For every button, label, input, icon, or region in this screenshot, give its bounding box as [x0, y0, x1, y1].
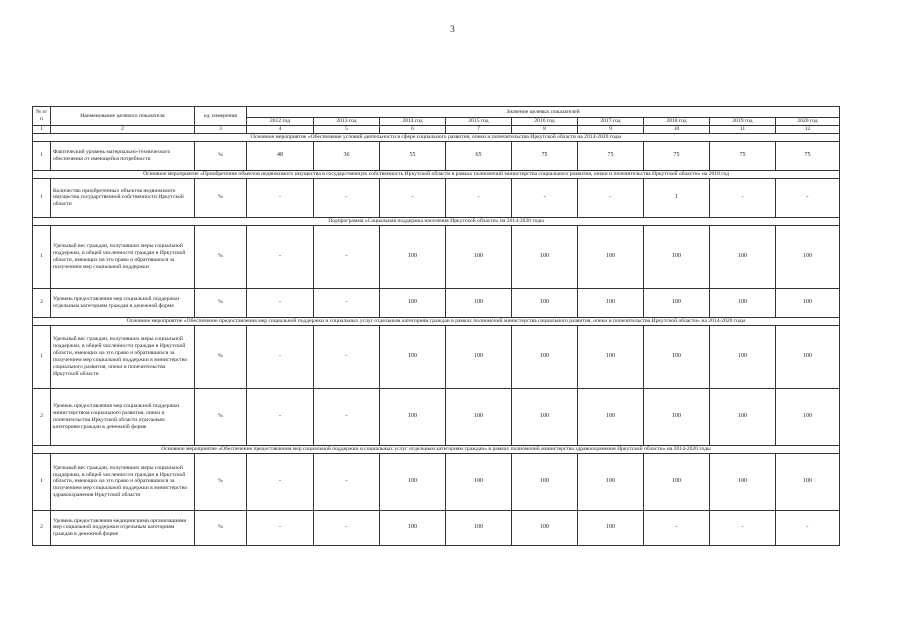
row-unit: % [195, 388, 247, 445]
col-number: 11 [710, 126, 776, 134]
row-value: 100 [446, 510, 512, 545]
row-value: - [314, 288, 380, 317]
header-year: 2013 год [314, 118, 380, 126]
row-value: 100 [446, 225, 512, 288]
row-value: 100 [512, 288, 578, 317]
row-value: 100 [512, 453, 578, 510]
row-value: 100 [380, 388, 446, 445]
row-unit: % [195, 178, 247, 217]
col-number: 2 [51, 126, 195, 134]
row-value: - [776, 178, 840, 217]
row-value: 100 [776, 453, 840, 510]
section-title: Подпрограмма «Социальная поддержка населения Иркутской области» на 2014-2020 годы [33, 217, 840, 225]
row-value: 100 [446, 288, 512, 317]
header-year: 2014 год [380, 118, 446, 126]
row-value: 100 [578, 225, 644, 288]
row-value: 100 [578, 288, 644, 317]
row-unit: % [195, 510, 247, 545]
row-value: 100 [380, 225, 446, 288]
header-name: Наименование целевого показателя [51, 107, 195, 126]
row-value: 100 [380, 510, 446, 545]
row-value: 100 [578, 453, 644, 510]
row-value: 100 [644, 288, 710, 317]
row-unit: % [195, 453, 247, 510]
row-value: 100 [644, 388, 710, 445]
row-value: 100 [512, 388, 578, 445]
table-row [33, 510, 840, 545]
header-year: 2019 год [710, 118, 776, 126]
row-value: 100 [512, 225, 578, 288]
table-row [33, 453, 840, 510]
row-value: 100 [578, 510, 644, 545]
row-num: 1 [33, 453, 51, 510]
col-number: 10 [644, 126, 710, 134]
row-value: 75 [644, 141, 710, 170]
col-number: 6 [380, 126, 446, 134]
header-year: 2012 год [247, 118, 314, 126]
row-value: 100 [776, 388, 840, 445]
table-row [33, 225, 840, 288]
row-value: 100 [710, 453, 776, 510]
header-year: 2020 год [776, 118, 840, 126]
row-value: 100 [380, 288, 446, 317]
row-value: 75 [776, 141, 840, 170]
row-value: - [578, 178, 644, 217]
header-year: 2015 год [446, 118, 512, 126]
section-title: Основное мероприятие «Обеспечение предоставления мер социальной поддержки и социальных услуг отдельным категориям граждан в рамках полномочий министерства социального развития, опеки и попечительства Иркутской области» на 2014-2020 годы [33, 317, 840, 325]
row-value: - [314, 325, 380, 388]
row-value: - [776, 510, 840, 545]
row-name: Уровень предоставления медицинскими организациями мер социальной поддержки отдельным категориям граждан в денежной форме [51, 510, 195, 545]
header-year: 2016 год [512, 118, 578, 126]
row-value: - [247, 178, 314, 217]
row-value: - [446, 178, 512, 217]
row-name: Количество приобретенных объектов недвижимого имущества государственной собственности Иркутской области [51, 178, 195, 217]
row-num: 2 [33, 388, 51, 445]
row-name: Удельный вес граждан, получивших меры социальной поддержки, в общей численности граждан в Иркутской области, имеющих на это право и обратившихся за получением мер социальной поддержки в министерство здравоохранения Иркутской области [51, 453, 195, 510]
row-value: - [314, 178, 380, 217]
row-num: 1 [33, 178, 51, 217]
section-title: Основное мероприятие «Приобретение объектов недвижимого имущества в государственную собственность Иркутской области в рамках полномочий министерства социального развития, опеки и попечительства Иркутской области» на 2018 год [33, 170, 840, 178]
page-number: 3 [450, 24, 455, 34]
row-name: Уровень предоставления мер социальной поддержки министерством социального развития, опеки и попечительства Иркутской области отдельным категориям граждан в денежной форме [51, 388, 195, 445]
row-value: 100 [578, 325, 644, 388]
row-value: - [247, 453, 314, 510]
row-value: 100 [776, 288, 840, 317]
target-indicators-table [32, 106, 840, 546]
col-number: 7 [446, 126, 512, 134]
row-value: - [314, 453, 380, 510]
header-values: Значение целевых показателей [247, 107, 840, 118]
row-name: Фактический уровень материально-технического обеспечения от имеющейся потребности [51, 141, 195, 170]
row-value: - [380, 178, 446, 217]
header-num: № п/п [33, 107, 51, 126]
row-value: 100 [710, 225, 776, 288]
row-value: 75 [710, 141, 776, 170]
row-value: 1 [644, 178, 710, 217]
row-num: 1 [33, 325, 51, 388]
header-year: 2018 год [644, 118, 710, 126]
row-value: 100 [446, 388, 512, 445]
row-value: 100 [644, 325, 710, 388]
col-number: 4 [247, 126, 314, 134]
table-row [33, 388, 840, 445]
row-value: 48 [247, 141, 314, 170]
row-value: - [644, 510, 710, 545]
section-title: Основное мероприятие «Обеспечение предоставления мер социальной поддержки и социальных услуг отдельным категориям граждан» в рамках полномочий министерства здравоохранения Иркутской области» на 2014-2020 годы [33, 445, 840, 453]
row-value: 100 [710, 325, 776, 388]
row-value: 100 [512, 325, 578, 388]
col-number: 5 [314, 126, 380, 134]
row-value: 100 [512, 510, 578, 545]
row-name: Удельный вес граждан, получивших меры социальной поддержки, в общей численности граждан в Иркутской области, имеющих на это право и обратившихся за получением мер социальной поддержки [51, 225, 195, 288]
col-number: 8 [512, 126, 578, 134]
table-row [33, 178, 840, 217]
row-value: 100 [446, 325, 512, 388]
row-value: 100 [710, 388, 776, 445]
row-num: 1 [33, 141, 51, 170]
table-row [33, 288, 840, 317]
row-value: 100 [380, 453, 446, 510]
row-value: - [247, 510, 314, 545]
row-unit: % [195, 225, 247, 288]
col-number: 12 [776, 126, 840, 134]
table-row [33, 325, 840, 388]
row-value: 75 [512, 141, 578, 170]
row-name: Удельный вес граждан, получивших меры социальной поддержки, в общей численности граждан в Иркутской области, имеющих на это право и обратившихся за получением мер социальной поддержки в министерство социального развития, опеки и попечительства Иркутской области [51, 325, 195, 388]
row-value: 100 [644, 225, 710, 288]
row-value: - [314, 225, 380, 288]
header-year: 2017 год [578, 118, 644, 126]
header-unit: ед. измерения [195, 107, 247, 126]
row-value: 36 [314, 141, 380, 170]
row-num: 2 [33, 288, 51, 317]
row-unit: % [195, 141, 247, 170]
row-value: 100 [380, 325, 446, 388]
row-value: - [247, 288, 314, 317]
row-value: 55 [380, 141, 446, 170]
row-value: 65 [446, 141, 512, 170]
section-title: Основное мероприятие «Обеспечение условий деятельности в сфере социального развития, опеки и попечительства Иркутской области на 2014-2020 годы [33, 133, 840, 141]
row-value: - [247, 388, 314, 445]
row-value: 100 [446, 453, 512, 510]
row-value: - [314, 388, 380, 445]
col-number: 9 [578, 126, 644, 134]
row-value: 100 [644, 453, 710, 510]
row-unit: % [195, 288, 247, 317]
row-value: - [247, 325, 314, 388]
row-num: 1 [33, 225, 51, 288]
row-value: - [247, 225, 314, 288]
row-num: 2 [33, 510, 51, 545]
col-number: 1 [33, 126, 51, 134]
row-value: 100 [776, 225, 840, 288]
row-value: - [512, 178, 578, 217]
row-name: Уровень предоставления мер социальной поддержки отдельным категориям граждан в денежной форме [51, 288, 195, 317]
row-unit: % [195, 325, 247, 388]
col-number: 3 [195, 126, 247, 134]
table-row [33, 141, 840, 170]
row-value: - [710, 178, 776, 217]
row-value: 75 [578, 141, 644, 170]
row-value: - [314, 510, 380, 545]
row-value: - [710, 510, 776, 545]
row-value: 100 [578, 388, 644, 445]
row-value: 100 [710, 288, 776, 317]
row-value: 100 [776, 325, 840, 388]
